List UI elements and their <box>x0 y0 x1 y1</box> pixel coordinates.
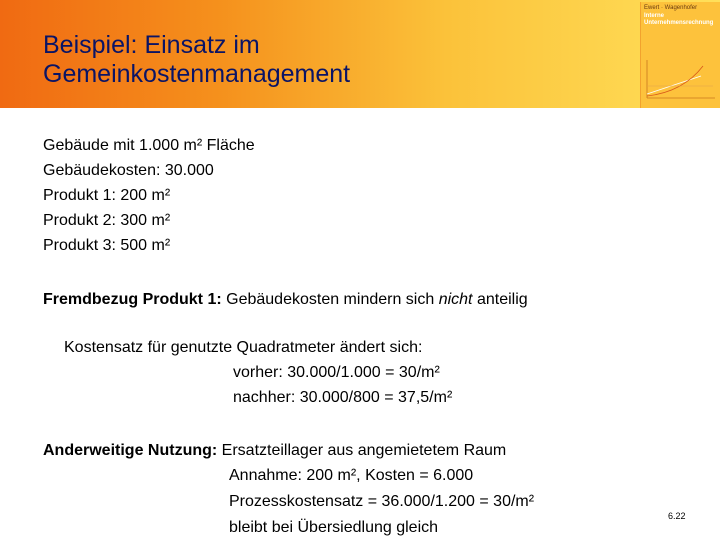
prozesskostensatz-line: Prozesskostensatz = 36.000/1.200 = 30/m² <box>229 493 535 510</box>
fact-item: Gebäudekosten: 30.000 <box>43 162 214 179</box>
anderweitig-label: Anderweitige Nutzung: <box>43 442 218 459</box>
fremdbezug-heading <box>43 290 528 310</box>
anderweitig-text: Ersatzteillager aus angemietetem Raum <box>217 442 507 459</box>
book-title-line-1: Interne <box>644 13 665 19</box>
nachher-line: nachher: 30.000/800 = 37,5/m² <box>233 389 453 406</box>
book-cover-thumbnail <box>640 2 720 108</box>
fact-item: Gebäude mit 1.000 m² Fläche <box>43 137 255 154</box>
book-title-line-2: Unternehmensrechnung <box>644 20 714 26</box>
fact-item: Produkt 2: 300 m² <box>43 212 171 229</box>
fremdbezug-label: Fremdbezug Produkt 1: <box>43 291 222 308</box>
vorher-line: vorher: 30.000/1.000 = 30/m² <box>233 364 440 381</box>
book-cover-graphic <box>643 56 719 104</box>
fact-item: Produkt 3: 500 m² <box>43 237 171 254</box>
annahme-line: Annahme: 200 m², Kosten = 6.000 <box>229 467 474 484</box>
slide-title <box>43 31 603 89</box>
uebersiedlung-line: bleibt bei Übersiedlung gleich <box>229 519 439 536</box>
fremdbezug-text-before: Gebäudekosten mindern sich <box>221 291 439 308</box>
page-number: 6.22 <box>668 511 686 521</box>
anderweitig-heading <box>43 441 506 461</box>
slide-title-line-2: Gemeinkostenmanagement <box>43 60 351 88</box>
fact-item: Produkt 1: 200 m² <box>43 187 171 204</box>
slide-title-line-1: Beispiel: Einsatz im <box>43 31 260 59</box>
kostensatz-line: Kostensatz für genutzte Quadratmeter ändert sich: <box>64 339 423 356</box>
fremdbezug-text-italic: nicht <box>438 291 473 308</box>
book-author: Ewert · Wagenhofer <box>644 5 698 11</box>
fremdbezug-text-after: anteilig <box>472 291 528 308</box>
